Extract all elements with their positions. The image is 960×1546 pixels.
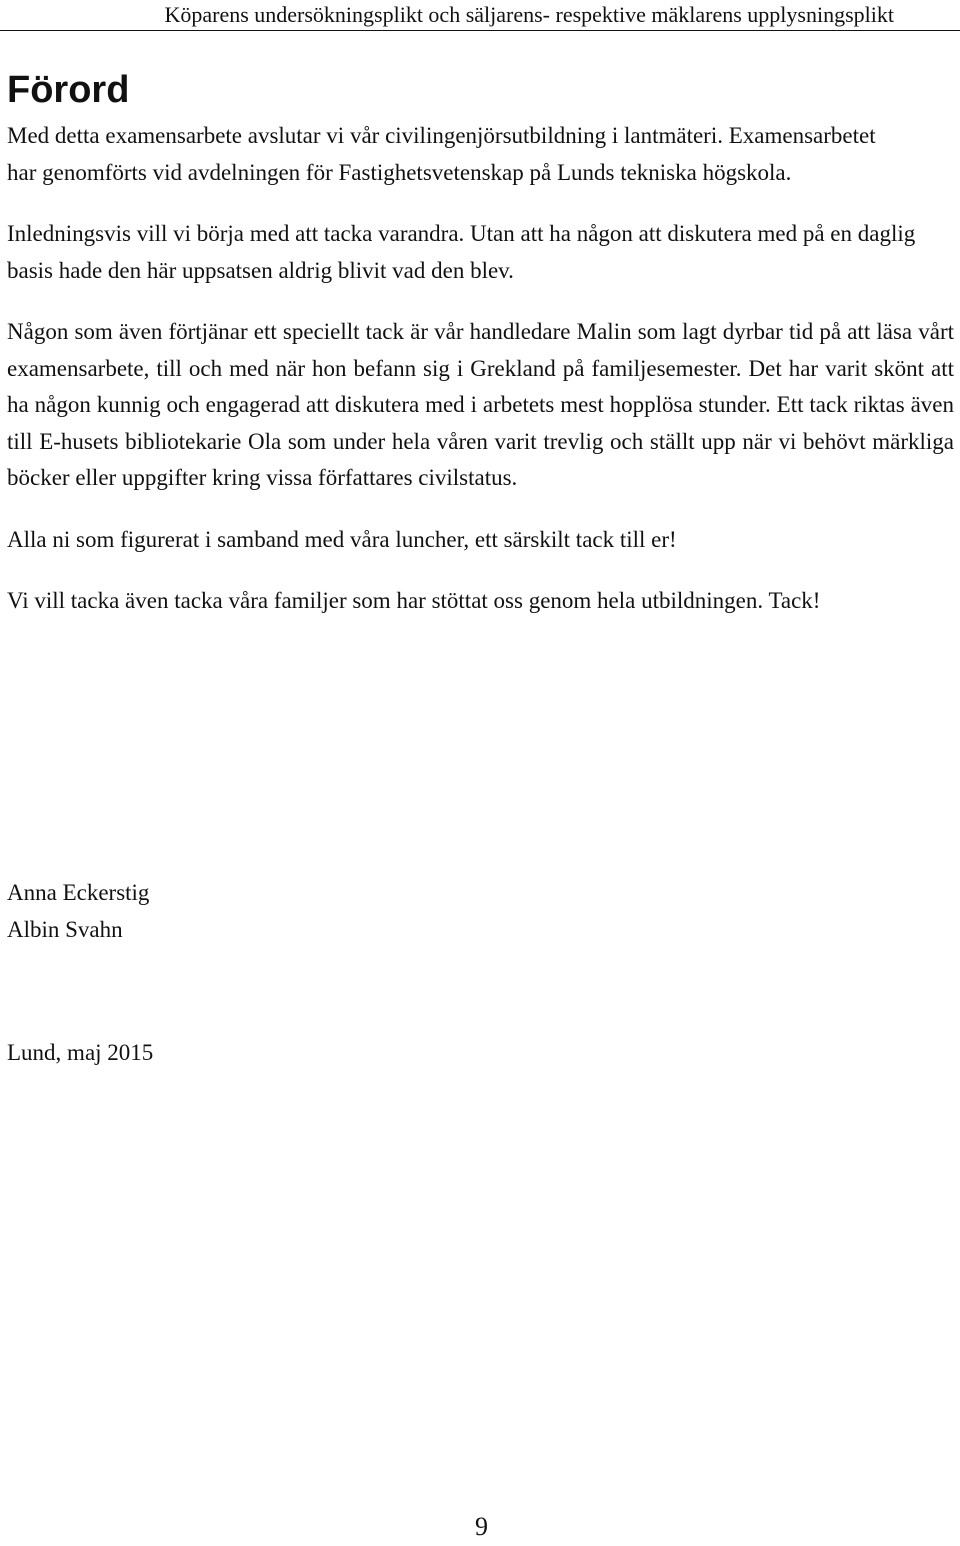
paragraph-thanks-families: Vi vill tacka även tacka våra familjer som har stöttat oss genom hela utbildningen. Tack! bbox=[7, 588, 821, 613]
paragraph-thanks-each-other: Inledningsvis vill vi börja med att tacka varandra. Utan att ha någon att diskutera med på en daglig basis hade den här uppsatsen aldrig blivit vad den blev. bbox=[7, 221, 916, 283]
page-title: Förord bbox=[7, 69, 130, 111]
page-number: 9 bbox=[475, 1512, 488, 1541]
paragraph-thanks-supervisor: Någon som även förtjänar ett speciellt tack är vår handledare Malin som lagt dyrbar tid på att läsa vårt examensarbete, till och med när hon befann sig i Grekland på familjesemester. Det har varit skönt att ha någon kunnig och engagerad att diskutera med i arbetets mest hopplösa stunder. Ett tack riktas även till E-husets bibliotekarie Ola som under hela våren varit trevlig och ställt upp när vi behövt märkliga böcker eller uppgifter kring vissa författares civilstatus. bbox=[7, 319, 954, 490]
author-name: Anna Eckerstig bbox=[7, 880, 150, 905]
paragraph-thanks-lunches: Alla ni som figurerat i samband med våra luncher, ett särskilt tack till er! bbox=[7, 526, 677, 552]
paragraph-intro: Med detta examensarbete avslutar vi vår civilingenjörsutbildning i lantmäteri. Examensarbetet har genomförts vid avdelningen för Fastighetsvetenskap på Lunds tekniska högskola. bbox=[7, 123, 876, 185]
place-date: Lund, maj 2015 bbox=[7, 1040, 154, 1065]
signature-block bbox=[7, 874, 149, 948]
page-content bbox=[7, 66, 954, 620]
header-rule bbox=[0, 30, 960, 31]
author-name: Albin Svahn bbox=[7, 917, 123, 942]
running-header: Köparens undersökningsplikt och säljarens- respektive mäklarens upplysningsplikt bbox=[164, 2, 894, 27]
